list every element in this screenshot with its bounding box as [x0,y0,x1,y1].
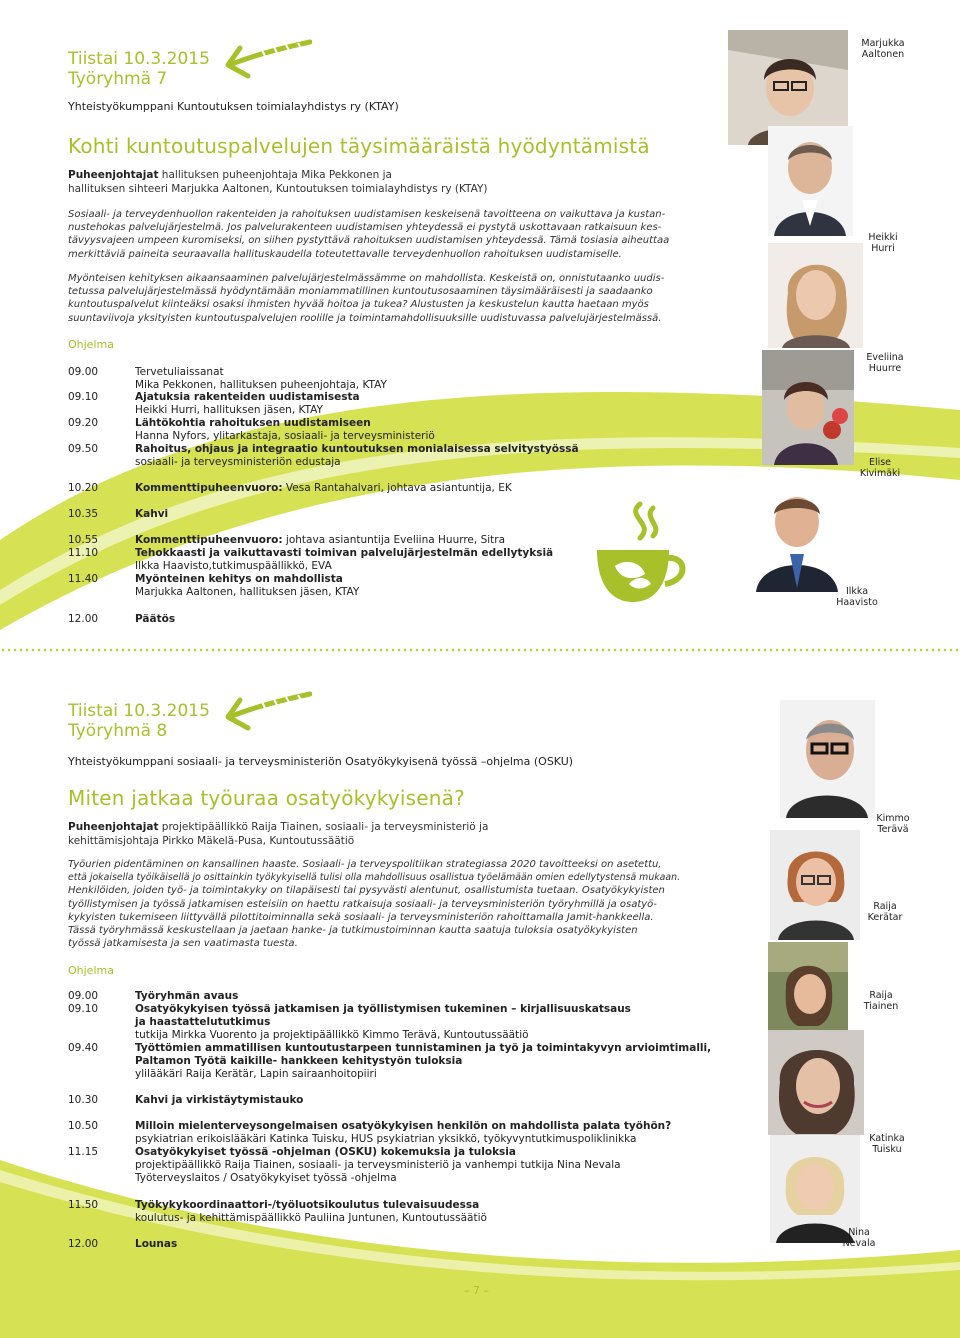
program-time: 11.15 [68,1146,99,1158]
section2-program [68,0,712,1260]
person-last-name: Huurre [868,363,902,374]
section1-ohjelma-heading: Ohjelma [68,338,114,351]
program-time: 10.35 [68,508,99,520]
portrait-photo-kimmo-terava [780,700,875,818]
person-name-label [848,38,918,60]
program-time: 11.10 [68,547,99,559]
program-time: 10.20 [68,482,99,494]
program-title: Kahvi [135,508,169,520]
person-last-name: Kivimäki [859,468,901,479]
program-time: 09.40 [68,1042,99,1054]
person-name-label [846,990,916,1012]
intro-line: Tässä työryhmässä keskustellaan ja jaetaan hanke- ja tutkimustoiminnan kautta saatuja tuloksia osatyökykyisten [68,925,638,937]
person-name-label [850,352,920,374]
program-speaker: Työterveyslaitos / Osatyökykyiset työssä -ohjelma [135,1172,397,1184]
portrait-photo-eveliina-huurre [768,243,863,348]
section2-date: Tiistai 10.3.2015 [68,701,210,721]
person-first-name: Eveliina [866,352,904,363]
person-name-label [852,1133,922,1155]
program-speaker: Ilkka Haavisto,tutkimuspäällikkö, EVA [135,560,332,572]
program-time: 11.40 [68,573,99,585]
program-title: Kahvi ja virkistäytymistauko [135,1094,304,1106]
section2-ohjelma-heading: Ohjelma [68,964,114,977]
program-time: 09.20 [68,417,99,429]
program-speaker: psykiatrian erikoislääkäri Katinka Tuisku, HUS psykiatrian yksikkö, työkyvyntutkimuspoliklinikka [135,1133,637,1145]
intro-line: kykyisten tukemiseen liittyvällä pilottitoiminnalla sekä sosiaali- ja terveysministeriön rahoittamalla Jamit-hankkeella. [68,911,654,923]
chair-label: Puheenjohtajat [68,821,159,833]
intro-line: että jokaisella työikäisellä jo osittainkin työkykyisellä tulisi olla mahdollisuus osallistua työelämään omien edellytystensä mukaan. [68,872,681,884]
chair-line1: projektipäällikkö Raija Tiainen, sosiaali- ja terveysministeriö ja [158,821,489,833]
program-title: Milloin mielenterveysongelmaisen osatyökykyisen henkilön on mahdollista palata työhön? [135,1120,672,1132]
program-title: Työkykykoordinaattori-/työluotsikoulutus tulevaisuudessa [135,1199,480,1211]
section2-partner: Yhteistyökumppani sosiaali- ja terveysministeriön Osatyökykyisenä työssä –ohjelma (OSKU) [68,755,574,768]
section2-group: Työryhmä 8 [68,721,168,741]
program-time: 09.10 [68,391,99,403]
program-title: Työttömien ammatillisen kuntoutustarpeen tunnistaminen ja työ ja toimintakyvyn arvioimtimalli, [135,1042,712,1054]
program-speaker: projektipäällikkö Raija Tiainen, sosiaali- ja terveysministeriö ja vanhempi tutkija Nina Nevala [135,1159,621,1171]
intro-line: Työurien pidentäminen on kansallinen haaste. Sosiaali- ja terveyspolitiikan strategiassa 2020 tavoitteeksi on asetettu, [68,859,662,870]
program-title: Lounas [135,1238,178,1250]
program-time: 11.50 [68,1199,99,1211]
intro-line: nustehokas palvelujärjestelmä. Jos palvelurakenteen uudistamisen yhteydessä ei pystytä uskottavaan ratkaisuun kes- [68,222,662,234]
program-title: Työryhmän avaus [135,990,239,1002]
person-last-name: Hurri [871,243,895,254]
chair-line2: kehittämisjohtaja Pirkko Mäkelä-Pusa, Kuntoutussäätiö [68,834,355,847]
program-time: 10.50 [68,1120,99,1132]
program-speaker: Heikki Hurri, hallituksen jäsen, KTAY [135,404,323,416]
program-title: ja haastattelututkimus [135,1016,271,1028]
portrait-photo-katinka-tuisku [768,1030,864,1135]
person-last-name: Kerätar [867,912,903,923]
program-title: Myönteinen kehitys on mahdollista [135,573,343,585]
intro-line: suuntaviivoja yksityisten kuntoutuspalvelujen roolille ja toimintamahdollisuuksille uudistuvassa palvelujärjestelmässä. [68,312,662,324]
portrait-photo-raija-keratar [770,830,860,940]
person-name-label [822,586,892,608]
intro-line: kuntoutuspalvelut kiinteäksi osaksi ihmisten hyvää hoitoa ja tukea? Alustusten ja keskustelun kautta haetaan myös [68,299,649,311]
intro-line: tävyysvajeen umpeen kuromiseksi, on siihen pystyttävä rahoituksen uudistamisen yhteydessä. Tämä tosiasia aiheuttaa [68,235,670,247]
portrait-photo-ilkka-haavisto [752,480,842,592]
program-time: 09.00 [68,366,99,378]
person-last-name: Terävä [877,824,909,835]
program-title: Lähtökohtia rahoituksen uudistamiseen [135,417,371,429]
chair-label: Puheenjohtajat [68,169,159,181]
person-last-name: Haavisto [836,597,878,608]
section1-title: Kohti kuntoutuspalvelujen täysimääräistä hyödyntämistä [68,134,650,158]
program-title: Rahoitus, ohjaus ja integraatio kuntoutuksen monialaisessa selvitystyössä [135,443,579,455]
program-title: Osatyökykyiset työssä -ohjelman (OSKU) kokemuksia ja tuloksia [135,1146,516,1158]
intro-line: Henkilöiden, joiden työ- ja toimintakyky on tilapäisesti tai pysyvästi alentunut, osallistumista tuetaan. Osatyökykyisten [68,885,665,897]
person-first-name: Marjukka [861,38,905,49]
program-speaker: johtava asiantuntija Eveliina Huurre, Sitra [282,534,506,546]
person-name-label [845,457,915,479]
chair-line1: hallituksen puheenjohtaja Mika Pekkonen ja [158,169,392,181]
program-speaker: Mika Pekkonen, hallituksen puheenjohtaja, KTAY [135,379,387,391]
program-title: Paltamon Työtä kaikille- hankkeen kehitystyön tuloksia [135,1055,463,1067]
intro-line: työllistymisen ja työssä jatkamisen esteisiin on haettu ratkaisuja sosiaali- ja terveysministeriön työryhmillä ja osatyö- [68,898,657,910]
portrait-photo-elise-kivimaki [762,350,854,465]
program-speaker: koulutus- ja kehittämispäällikkö Pauliina Juntunen, Kuntoutussäätiö [135,1212,487,1224]
person-first-name: Katinka [869,1133,905,1144]
person-name-label [824,1227,894,1249]
person-first-name: Raija [873,901,897,912]
program-title: Tehokkaasti ja vaikuttavasti toimivan palvelujärjestelmän edellytyksiä [135,547,554,559]
person-name-label [858,813,928,835]
intro-line: työssä jatkamisesta ja sen vaatimasta tuesta. [68,938,298,950]
person-first-name: Nina [848,1227,870,1238]
section2-title: Miten jatkaa työuraa osatyökykyisenä? [68,786,465,810]
program-speaker: sosiaali- ja terveysministeriön edustaja [135,456,341,468]
page-number: – 7 – [464,1284,489,1297]
chair-line2: hallituksen sihteeri Marjukka Aaltonen, Kuntoutuksen toimialayhdistys ry (KTAY) [68,182,488,195]
program-title: Ajatuksia rakenteiden uudistamisesta [135,391,360,403]
person-first-name: Ilkka [845,586,869,597]
person-name-label [850,901,920,923]
intro-line: Sosiaali- ja terveydenhuollon rakenteiden ja rahoituksen uudistamisen keskeisenä tavoitteena on vaikuttava ja kustan- [68,209,666,220]
program-time: 09.10 [68,1003,99,1015]
intro-line: merkittäviä paineita seuraavalla hallituskaudella toteutettavalle terveydenhuollon rahoituksen uudistamiselle. [68,248,622,260]
person-last-name: Nevala [842,1238,876,1249]
program-title: Kommenttipuheenvuoro: [135,534,283,546]
person-last-name: Aaltonen [861,49,905,60]
intro-line: tetussa palvelujärjestelmässä hyödyntämään moniammatillinen kuntoutusosaaminen täysimääräisesti ja saadaanko [68,286,653,298]
program-speaker: Hanna Nyfors, ylitarkastaja, sosiaali- ja terveysministeriö [135,430,435,442]
program-time: 09.00 [68,990,99,1002]
person-last-name: Tuisku [872,1144,902,1155]
section1-date: Tiistai 10.3.2015 [68,49,210,69]
person-first-name: Heikki [868,232,898,243]
program-speaker: tutkija Mirkka Vuorento ja projektipäällikkö Kimmo Terävä, Kuntoutussäätiö [135,1029,529,1041]
person-name-label [848,232,918,254]
program-time: 10.30 [68,1094,99,1106]
section1-partner: Yhteistyökumppani Kuntoutuksen toimialayhdistys ry (KTAY) [68,100,399,113]
program-speaker: Vesa Rantahalvari, johtava asiantuntija, EK [282,482,512,494]
program-time: 09.50 [68,443,99,455]
person-first-name: Elise [868,457,892,468]
program-title: Tervetuliaissanat [135,366,224,378]
program-title: Päätös [135,613,176,625]
program-title: Osatyökykyisen työssä jatkamisen ja työllistymisen tukeminen – kirjallisuuskatsaus [135,1003,631,1015]
program-time: 10.55 [68,534,99,546]
program-speaker: ylilääkäri Raija Kerätär, Lapin sairaanhoitopiiri [135,1068,377,1080]
program-title: Kommenttipuheenvuoro: [135,482,283,494]
intro-line: Myönteisen kehityksen aikaansaaminen palvelujärjestelmässämme on mahdollista. Keskeistä on, onnistutaanko uudis- [68,273,665,284]
program-time: 12.00 [68,1238,99,1250]
program-speaker: Marjukka Aaltonen, hallituksen jäsen, KTAY [135,586,360,598]
person-last-name: Tiainen [863,1001,899,1012]
portrait-photo-heikki-hurri [768,126,853,236]
person-first-name: Kimmo [876,813,910,824]
section1-group: Työryhmä 7 [68,69,168,89]
program-time: 12.00 [68,613,99,625]
person-first-name: Raija [869,990,893,1001]
